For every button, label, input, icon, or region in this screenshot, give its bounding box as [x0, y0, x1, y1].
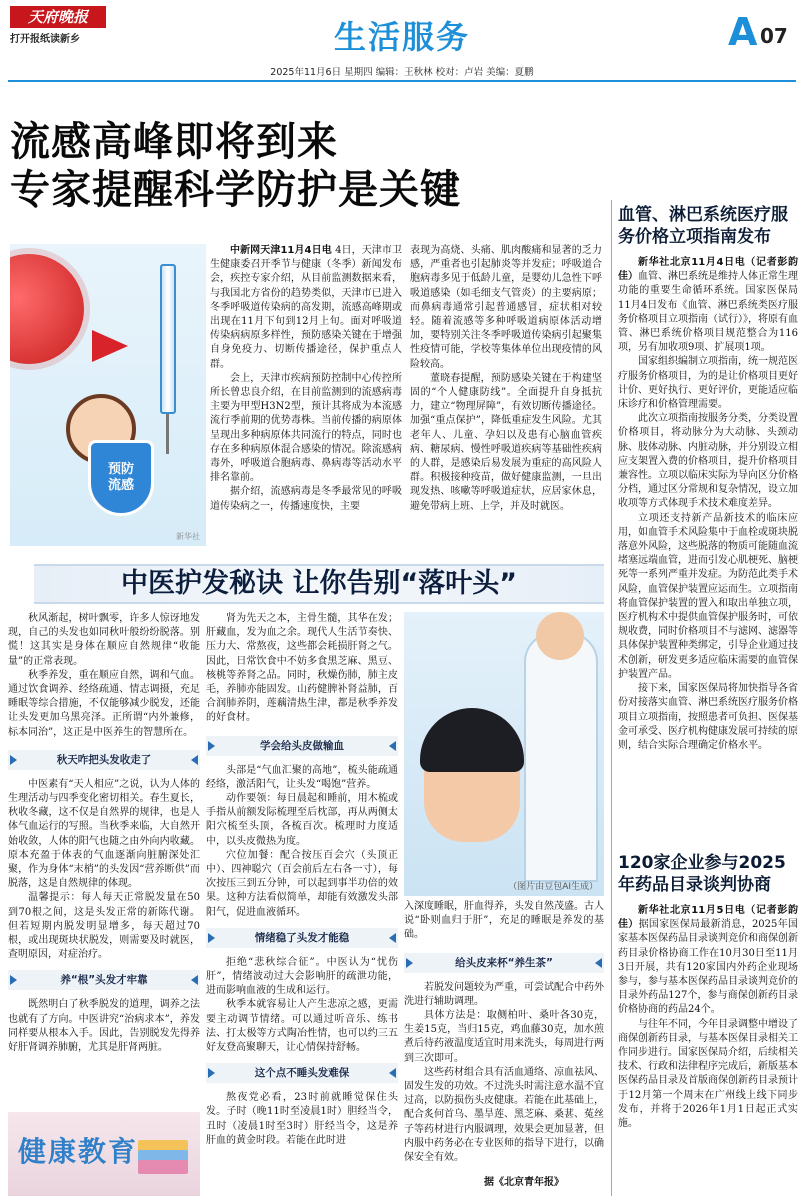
right-paragraph: 新华社北京11月4日电（记者彭韵佳）血管、淋巴系统是维持人体正常生理功能的重要生命循环系统。国家医保局11月4日发布《血管、淋巴系统类医疗服务价格项目立项指南（试行）》，将原有血管、淋巴系统价格项目规范整合为116项，另有加收项9项、扩展项1项。	[618, 257, 798, 354]
tcm-paragraph: 动作要领：每日晨起和睡前，用木梳或手指从前额发际梳理至后枕部，再从两侧太阳穴梳至头顶，各梳百次。梳理时力度适中，以头皮微热为度。	[206, 793, 398, 847]
tcm-paragraph: 穴位加餐：配合按压百会穴（头顶正中）、四神聪穴（百会前后左右各一寸），每次按压三到五分钟，可以起到事半功倍的效果。这种方法看似简单，却能有效激发头部阳气，促进血液循环。	[206, 849, 398, 918]
right-paragraph: 此次立项指南按服务分类，分类设置价格项目，将动脉分为大动脉、头颈动脉、肢体动脉、内脏动脉，并分别设立相应支架置入费的价格项目，提升价格项目兼容性。立项以临床实际为导向区分价格分档，通过区分常规和复杂情况，设立加收项等方式体现手术技术难度差异。	[618, 413, 798, 510]
column-divider	[611, 200, 612, 1196]
tcm-paragraph: 这些药材组合具有活血通络、凉血祛风、固发生发的功效。不过洗头时需注意水温不宜过高，以防损伤头皮健康。若能在此基础上，配合炙何首乌、墨旱莲、黑芝麻、桑葚、菟丝子等药材进行内服调理，效果会更加显著，但内服中药务必在专业医师的指导下进行，以确保安全有效。	[404, 1066, 604, 1164]
subhead-sleep: 这个点不睡头发难保	[206, 1063, 398, 1083]
doctor-figure	[524, 632, 598, 882]
tcm-paragraph: 入深度睡眠，肝血得养，头发自然茂盛。古人说“卧则血归于肝”，充足的睡眠是养发的基础。	[404, 901, 604, 941]
right-story-2-title: 120家企业参与2025年药品目录谈判协商	[618, 853, 786, 895]
tcm-paragraph: 秋季本就容易让人产生悲凉之感，更需要主动调节情绪。可以通过听音乐、练书法、打太极等方式陶冶性情，也可以约三五好友登高聚聊天，让心情保持舒畅。	[206, 999, 398, 1054]
headline-line-2: 专家提醒科学防护是关键	[10, 167, 461, 213]
slogan: 打开报纸读新乡	[10, 34, 80, 45]
arrow-icon	[92, 330, 128, 362]
health-education-label: 健康教育	[18, 1135, 139, 1168]
lead-paragraph-2: 会上，天津市疾病预防控制中心传控所所长曾忠良介绍，在目前监测到的流感病毒主要为甲型H3N2型，预计其将成为本流感流行季前期的优势毒株。当前传播的病原体呈现出多种病原体共同流行的特点，同时也存在多种病原体混合感染的情况。除流感病毒外，呼吸道合胞病毒、鼻病毒等活动水平排名靠前。	[210, 372, 402, 484]
right-paragraph: 接下来，国家医保局将加快指导各省份对接落实血管、淋巴系统医疗服务价格项目立项指南，按照患者可负担、医保基金可承受、医疗机构健康发展可持续的原则，结合实际合理确定价格水平。	[618, 683, 798, 751]
tcm-paragraph: 温馨提示：每人每天正常脱发量在50到70根之间，这是头发正常的新陈代谢。但若短期内脱发明显增多，每天超过70根，或出现斑块状脱发，则需要及时就医，查明原因，对症治疗。	[8, 892, 200, 961]
right-paragraph: 国家组织编制立项指南，统一规范医疗服务价格项目，为的是让价格项目更好计价、更好执行、更好评价，更能适应临床诊疗和价格管理需要。	[618, 356, 798, 411]
lead-body-col2	[410, 244, 602, 514]
tcm-col1	[8, 612, 200, 1055]
dateline: 新华社北京11月4日电	[638, 257, 746, 268]
image-caption: （图片由豆包AI生成）	[508, 882, 598, 892]
subhead-autumn-hair: 秋天咋把头发收走了	[8, 750, 200, 770]
right-paragraph: 与往年不同，今年目录调整中增设了商保创新药目录，与基本医保目录相关工作同步进行。国家医保局介绍，后续相关技术、行政和法律程序完成后，新版基本医保药品目录及首版商保创新药目录预计于12月第一个周末在广州线上线下同步发布，并将于2026年1月1日起正式实施。	[618, 1018, 798, 1130]
right-story-1	[618, 204, 798, 753]
flu-illustration	[10, 244, 206, 546]
subhead-emotion: 情绪稳了头发才能稳	[206, 928, 398, 948]
article-source: 据《北京青年报》	[484, 1177, 564, 1189]
tcm-col3	[404, 900, 604, 1188]
syringe-needle-icon	[166, 414, 169, 454]
page-number: 07	[760, 24, 788, 48]
tcm-paragraph: 具体方法是：取侧柏叶、桑叶各30克，生姜15克，当归15克，鸡血藤30克，加水煎煮后待药液温度适宜时用来洗头，每周进行两到三次即可。	[404, 1010, 604, 1064]
tcm-paragraph: 肾为先天之本，主骨生髓，其华在发；肝藏血，发为血之余。现代人生活节奏快、压力大、常熬夜，这些都会耗损肝肾之气。因此，日常饮食中不妨多食黑芝麻、黑豆、核桃等养肾之品。同时，秋燥伤肺，肺主皮毛，养肺亦能固发。山药健脾补肾益肺，百合润肺养阴，莲藕清热生津，都是秋季养发的好食材。	[206, 613, 398, 724]
doctor-head	[536, 612, 584, 660]
tcm-title-bar	[34, 564, 604, 604]
tcm-paragraph: 中医素有“天人相应”之说，认为人体的生理活动与四季变化密切相关。春生夏长，秋收冬藏，这不仅是自然界的规律，也是人体气血运行的写照。当秋季来临，大自然开始收敛，人体的阳气也随之由外向内收藏。原本充盈于体表的气血逐渐向脏腑深处汇聚，作为身体“末梢”的头发因“营养断供”而脱落，这是自然规律的体现。	[8, 778, 200, 890]
lead-paragraph-1: 中新网天津11月4日电 4日，天津市卫生健康委召开季节与健康（冬季）新闻发布会，疾控专家介绍，从目前监测数据来看，与我国北方省份的趋势类似，天津市已进入冬季呼吸道传染病的高发期，流感高峰期或出现在11月下旬到12月上旬。面对呼吸道传染病病原多样性，预防感染关键在于增强自身免疫力、切断传播途径，保护重点人群。	[210, 245, 402, 370]
subhead-herbal-wash: 给头皮来杯“养生茶”	[404, 953, 604, 973]
image-watermark: 新华社	[176, 532, 200, 541]
lead-headline	[10, 118, 610, 214]
hair-illustration	[404, 612, 604, 896]
tcm-paragraph: 秋季养发，重在顺应自然，调和气血。通过饮食调养、经络疏通、情志调摄，充足睡眠等综合措施，不仅能够减少脱发，还能让头发更加乌黑亮泽。正所谓“内外兼修，标本同治”，这正是中医养生的智慧所在。	[8, 669, 200, 738]
subhead-scalp: 学会给头皮做输血	[206, 736, 398, 756]
tcm-title: 中医护发秘诀 让你告别“落叶头”	[121, 568, 517, 599]
subhead-nourish-root: 养“根”头发才牢靠	[8, 970, 200, 990]
right-story-1-title: 血管、淋巴系统医疗服务价格立项指南发布	[618, 205, 788, 247]
tcm-paragraph: 头部是“气血汇聚的高地”，梳头能疏通经络，激活阳气，让头发“喝饱”营养。	[206, 764, 398, 790]
right-paragraph: 新华社北京11月5日电（记者彭韵佳）据国家医保局最新消息，2025年国家基本医保药品目录谈判竞价和商保创新药目录价格协商工作在10月30日至11月3日开展，共有120家国内外药企业现场参与，参与基本医保药品目录谈判竞价的目录外药品127个，参与商保创新药目录价格协商的药品24个。	[618, 905, 798, 1016]
virus-icon	[10, 254, 84, 364]
masthead	[0, 0, 804, 82]
tcm-paragraph: 若脱发问题较为严重，可尝试配合中药外洗进行辅助调理。	[404, 981, 604, 1007]
page-meta: 2025年11月6日 星期四 编辑：王秋林 校对：卢岩 美编：夏鹏	[270, 67, 534, 78]
headline-line-1: 流感高峰即将到来	[10, 119, 338, 165]
lead-paragraph-3: 据介绍，流感病毒是冬季最常见的呼吸道传染病之一，传播速度快，主要	[210, 486, 402, 512]
tcm-paragraph: 秋风渐起，树叶飘零，许多人惊讶地发现，自己的头发也如同秋叶般纷纷脱落。别慌！这其实是身体在顺应自然规律“收能量”的正常表现。	[8, 613, 200, 667]
tcm-paragraph: 既然明白了秋季脱发的道理，调养之法也就有了方向。中医讲究“治病求本”，养发同样要从根本入手。因此，告别脱发先得养好肝肾调养肺腑，尤其是肝肾两脏。	[8, 999, 200, 1054]
lead-body-col1	[210, 244, 402, 514]
syringe-icon	[160, 264, 176, 414]
book-icon	[138, 1160, 188, 1174]
page-letter: A	[728, 10, 758, 54]
tcm-paragraph: 熬夜党必看，23时前就睡觉保住头发。子时（晚11时至凌晨1时）胆经当令，丑时（凌晨1时至3时）肝经当令，这是养肝血的黄金时段。若能在此时进	[206, 1092, 398, 1146]
dateline: 中新网天津11月4日电	[230, 245, 332, 256]
health-education-banner	[8, 1112, 200, 1196]
section-title: 生活服务	[333, 18, 470, 56]
right-paragraph: 立项还支持新产品新技术的临床应用，如血管手术风险集中于血栓或斑块脱落意外风险，这些脱落的物质可能随血流堵塞远端血管，进而引发心肌梗死、脑梗死等一系列严重并发症。为防范此类手术风险，血管保护装置应运而生。立项指南将血管保护装置的置入和取出单独立项，医疗机构术中提供血管保护服务时，可依规收费，同时价格项目不与滤网、滤器等具体保护装置种类绑定，引导企业通过技术创新，研发更多适应临床需要的血管保护装置产品。	[618, 512, 798, 680]
lead-paragraph-4: 表现为高烧、头痛、肌肉酸痛和显著的乏力感，严重者也引起肺炎等并发症；呼吸道合胞病毒多见于低龄儿童，是婴幼儿急性下呼吸道感染（如毛细支气管炎）的主要病原；而鼻病毒通常引起普通感冒，症状相对较轻。随着流感等多种呼吸道病原体活动增加，要特别关注冬季呼吸道传染病引起聚集性疫情可能，学校等集体单位出现疫情的风险较高。	[410, 245, 602, 370]
dateline: 新华社北京11月5日电	[638, 905, 746, 916]
shield-icon: 预防 流感	[88, 440, 154, 516]
lead-paragraph-5: 董晓春提醒，预防感染关键在于构建坚固的“个人健康防线”。全面提升自身抵抗力，建立“物理屏障”，有效切断传播途径。加强“重点保护”，降低重症发生风险。尤其老年人、儿童、孕妇以及患有心脑血管疾病、糖尿病、慢性呼吸道疾病等基础性疾病的人群，是感染后易发展为重症的高风险人群。积极接种疫苗，做好健康监测，一旦出现发热、咳嗽等呼吸道症状，应居家休息，避免带病上班、上学，并及时就医。	[410, 372, 602, 512]
right-story-2	[618, 852, 798, 1131]
tcm-col2	[206, 612, 398, 1148]
masthead-divider	[8, 80, 796, 82]
tcm-paragraph: 拒绝“悲秋综合征”。中医认为“忧伤肝”，情绪波动过大会影响肝的疏泄功能，进而影响血液的生成和运行。	[206, 956, 398, 997]
newspaper-logo: 天府晚报	[10, 6, 106, 28]
patient-hair	[420, 708, 524, 772]
